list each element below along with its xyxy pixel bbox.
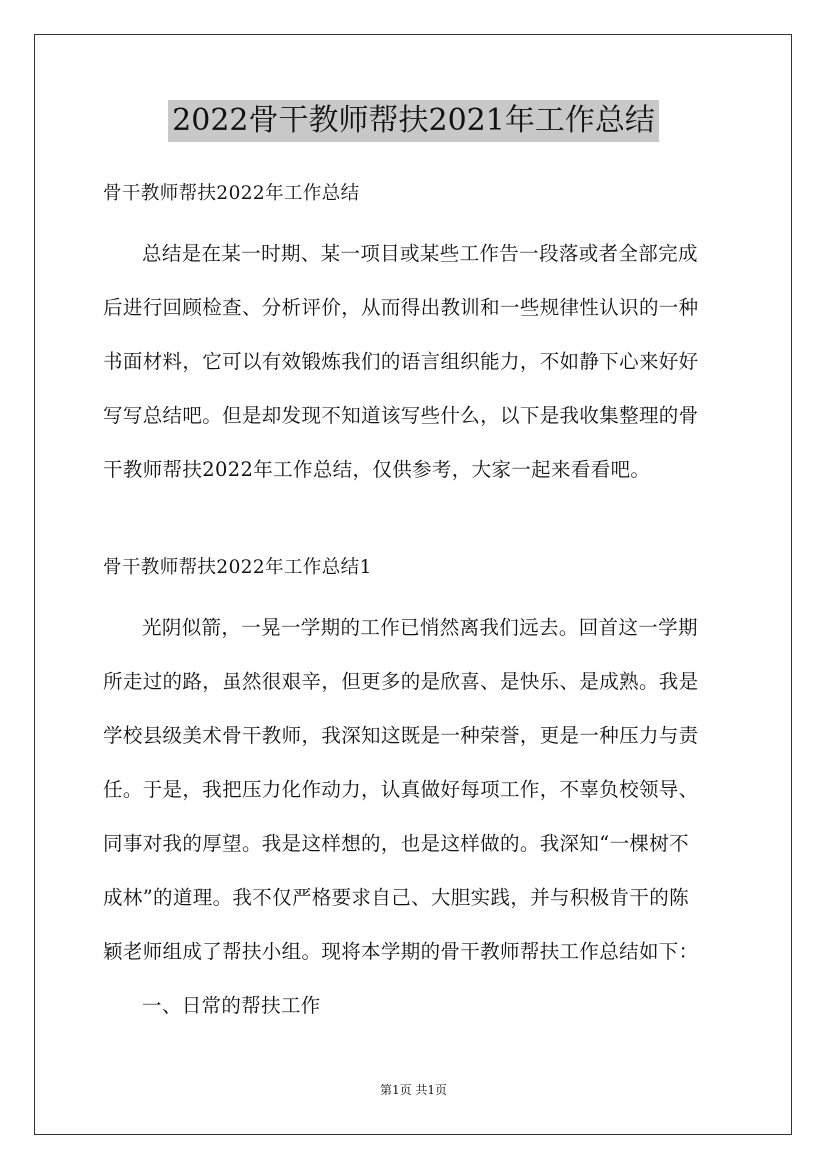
section-line-6: 成林”的道理。我不仅严格要求自己、大胆实践，并与积极肯干的陈 [103,886,689,909]
spacer [103,497,733,549]
document-title: 2022骨干教师帮扶2021年工作总结 [168,100,659,142]
section-line-3: 学校县级美术骨干教师，我深知这既是一种荣誉，更是一种压力与责 [103,724,699,747]
title-container [0,100,827,142]
spacer [103,213,733,227]
intro-line-3: 书面材料，它可以有效锻炼我们的语言组织能力，不如静下心来好好 [103,350,699,373]
section-line-7: 颖老师组成了帮扶小组。现将本学期的骨干教师帮扶工作总结如下： [103,940,699,963]
section-line-2: 所走过的路，虽然很艰辛，但更多的是欣喜、是快乐、是成熟。我是 [103,670,699,693]
section-heading: 骨干教师帮扶2022年工作总结1 [103,557,372,578]
document-subtitle: 骨干教师帮扶2022年工作总结 [103,183,360,204]
section-line-1: 光阴似箭，一晃一学期的工作已悄然离我们远去。回首这一学期 [142,616,698,639]
spacer [103,587,733,601]
intro-line-4: 写写总结吧。但是却发现不知道该写些什么，以下是我收集整理的骨 [103,404,699,427]
page-footer: 第1页 共1页 [379,1083,448,1097]
section-line-5: 同事对我的厚望。我是这样想的，也是这样做的。我深知“一棵树不 [103,832,689,855]
document-body [103,175,733,1033]
section-line-4: 任。于是，我把压力化作动力，认真做好每项工作，不辜负校领导、 [103,778,699,801]
intro-line-5: 干教师帮扶2022年工作总结，仅供参考，大家一起来看看吧。 [103,458,651,481]
intro-line-2: 后进行回顾检查、分析评价，从而得出教训和一些规律性认识的一种 [103,296,699,319]
intro-line-1: 总结是在某一时期、某一项目或某些工作告一段落或者全部完成 [142,242,698,265]
subheading: 一、日常的帮扶工作 [142,994,321,1017]
